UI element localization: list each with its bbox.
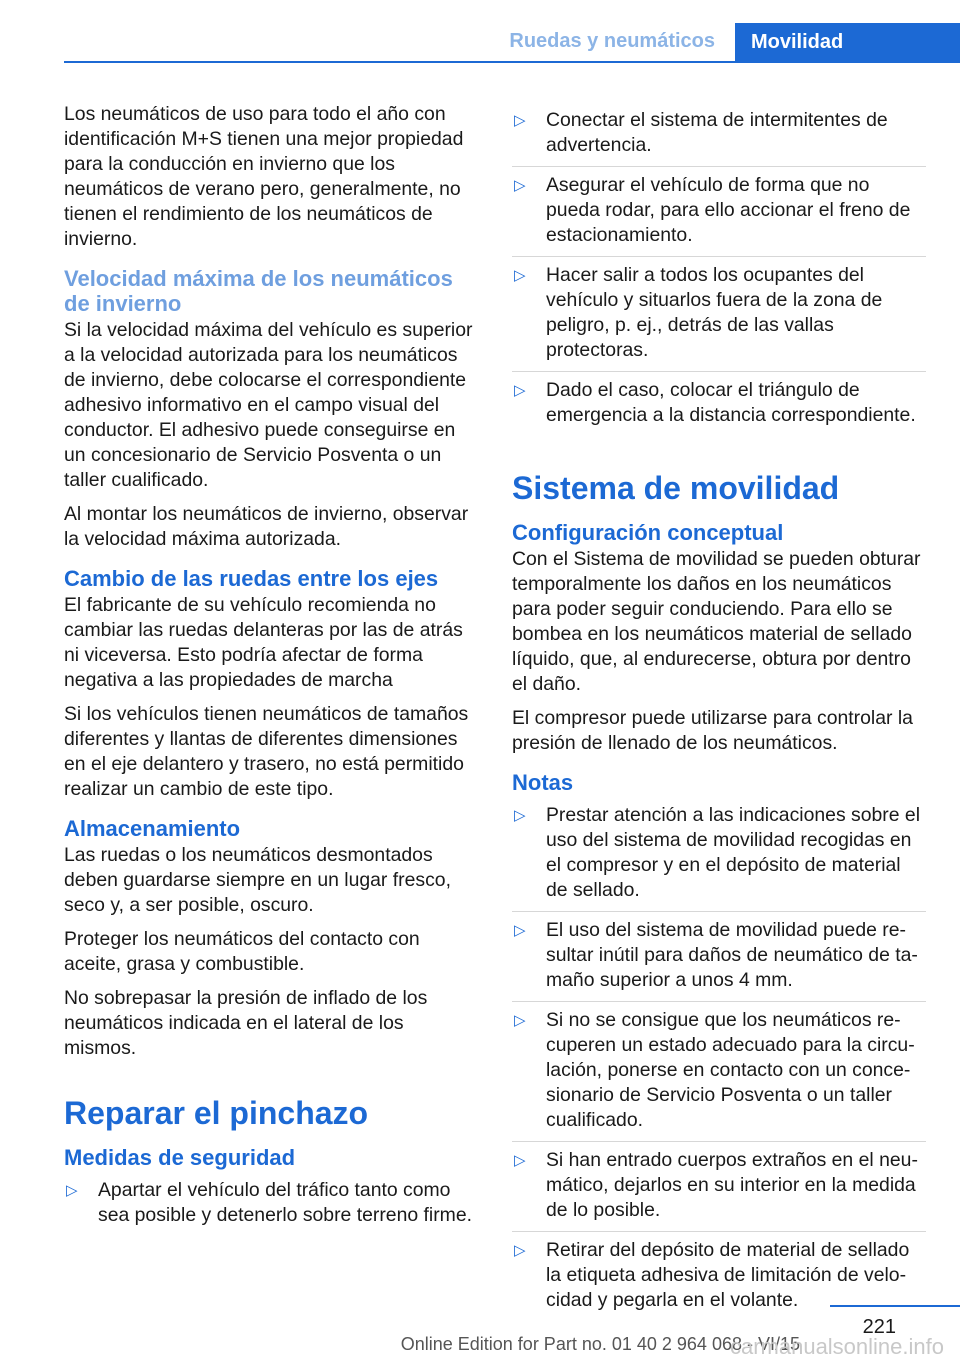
section-title: Ruedas y neumáticos: [509, 30, 715, 52]
heading-notas: Notas: [512, 770, 574, 795]
paragraph: Las ruedas o los neumáticos desmontados deben guardarse siempre en un lugar fresco, seco y, a ser posible, oscuro.: [64, 844, 451, 916]
triangle-marker-icon: ▷: [514, 177, 526, 194]
heading-almacenamiento: Almacenamiento: [64, 816, 241, 841]
paragraph: Al montar los neumáticos de invierno, observar la velocidad máxima autorizada.: [64, 503, 469, 550]
list-item: ▷ Si han entrado cuerpos extraños en el neumático, dejarlos en su interior en la medida de lo posible.: [512, 1141, 926, 1231]
list-item: ▷ Prestar atención a las indicaciones sobre el uso del sistema de movilidad recogidas en el compresor y en el depósito de material de sellado.: [514, 804, 921, 901]
paragraph: Si los vehículos tienen neumáticos de tamaños diferentes y llantas de diferentes dimensiones en el eje delantero y trasero, no está permitido realizar un cambio de este tipo.: [64, 703, 469, 800]
list-item: ▷ Retirar del depósito de material de sellado la etiqueta adhesiva de limitación de velocidad y pegarla en el volante.: [512, 1231, 926, 1321]
triangle-marker-icon: ▷: [514, 1012, 526, 1029]
intro-paragraph: Los neumáticos de uso para todo el año con identificación M+S tienen una mejor propiedad para la conducción en invierno que los neumáticos de verano pero, generalmente, no tienen el rendimiento de los neumáticos de invierno.: [64, 103, 464, 250]
left-column: [64, 102, 478, 1236]
heading-configuracion: Configuración conceptual: [512, 520, 784, 545]
list-item: ▷ Asegurar el vehículo de forma que no pueda rodar, para ello accionar el freno de estacionamiento.: [512, 166, 926, 256]
triangle-marker-icon: ▷: [514, 807, 526, 824]
heading-reparar: Reparar el pinchazo: [64, 1095, 369, 1131]
paragraph: No sobrepasar la presión de inflado de los neumáticos indicada en el lateral de los mismos.: [64, 987, 428, 1059]
triangle-marker-icon: ▷: [514, 382, 526, 399]
triangle-marker-icon: ▷: [514, 922, 526, 939]
paragraph: Si la velocidad máxima del vehículo es superior a la velocidad autorizada para los neumáticos de invierno, debe colocarse el correspondiente adhesivo informativo en el campo visual del conductor. El adhesivo puede conseguirse en un concesionario de Servicio Posventa o un taller cualificado.: [64, 319, 473, 491]
footer-rule: [830, 1305, 960, 1307]
heading-sistema: Sistema de movilidad: [512, 470, 840, 506]
chapter-tab[interactable]: Movilidad: [735, 23, 960, 61]
header-rule: [64, 61, 960, 63]
triangle-marker-icon: ▷: [514, 1152, 526, 1169]
list-item: ▷ El uso del sistema de movilidad puede resultar inútil para daños de neumático de tamaño superior a unos 4 mm.: [512, 911, 926, 1001]
heading-velocidad: Velocidad máxima de los neumáticos de invierno: [64, 266, 453, 316]
watermark: carmanualsonline.info: [729, 1334, 944, 1359]
edition-note: Online Edition for Part no. 01 40 2 964 068 - VI/15: [400, 1334, 800, 1354]
list-item: ▷ Dado el caso, colocar el triángulo de emergencia a la distancia correspondiente.: [512, 371, 926, 436]
triangle-marker-icon: ▷: [514, 1242, 526, 1259]
list-item: ▷ Conectar el sistema de intermitentes de advertencia.: [514, 109, 888, 156]
notes-list: [512, 797, 926, 1321]
paragraph: El fabricante de su vehículo recomienda no cambiar las ruedas delanteras por las de atrás ni viceversa. Esto podría afectar de forma negativa a las propiedades de marcha: [64, 594, 463, 691]
paragraph: Con el Sistema de movilidad se pueden obturar temporalmente los daños en los neumáticos para poder seguir conduciendo. Para ello se bombea en los neumáticos material de sellado líquido, que, al endurecerse, obtura por dentro el daño.: [512, 548, 921, 695]
triangle-marker-icon: ▷: [514, 112, 526, 129]
page-number: 221: [862, 1316, 896, 1338]
heading-medidas: Medidas de seguridad: [64, 1145, 296, 1170]
safety-list: [64, 1172, 478, 1236]
heading-cambio: Cambio de las ruedas entre los ejes: [64, 566, 439, 591]
safety-list-continued: [512, 102, 926, 436]
list-item: ▷ Hacer salir a todos los ocupantes del vehículo y situarlos fuera de la zona de peligro, p. ej., detrás de las vallas protectoras.: [512, 256, 926, 371]
triangle-marker-icon: ▷: [514, 267, 526, 284]
page-header: [0, 0, 960, 62]
list-item: ▷ Apartar el vehículo del tráfico tanto como sea posible y detenerlo sobre terreno firme.: [66, 1179, 473, 1226]
right-column: [512, 102, 926, 1321]
list-item: ▷ Si no se consigue que los neumáticos recuperen un estado adecuado para la circulación, ponerse en contacto con un concesionario de Servicio Posventa o un taller cualificado.: [512, 1001, 926, 1141]
paragraph: Proteger los neumáticos del contacto con aceite, grasa y combustible.: [64, 928, 420, 975]
triangle-marker-icon: ▷: [66, 1182, 78, 1199]
paragraph: El compresor puede utilizarse para controlar la presión de llenado de los neumáticos.: [512, 707, 913, 754]
